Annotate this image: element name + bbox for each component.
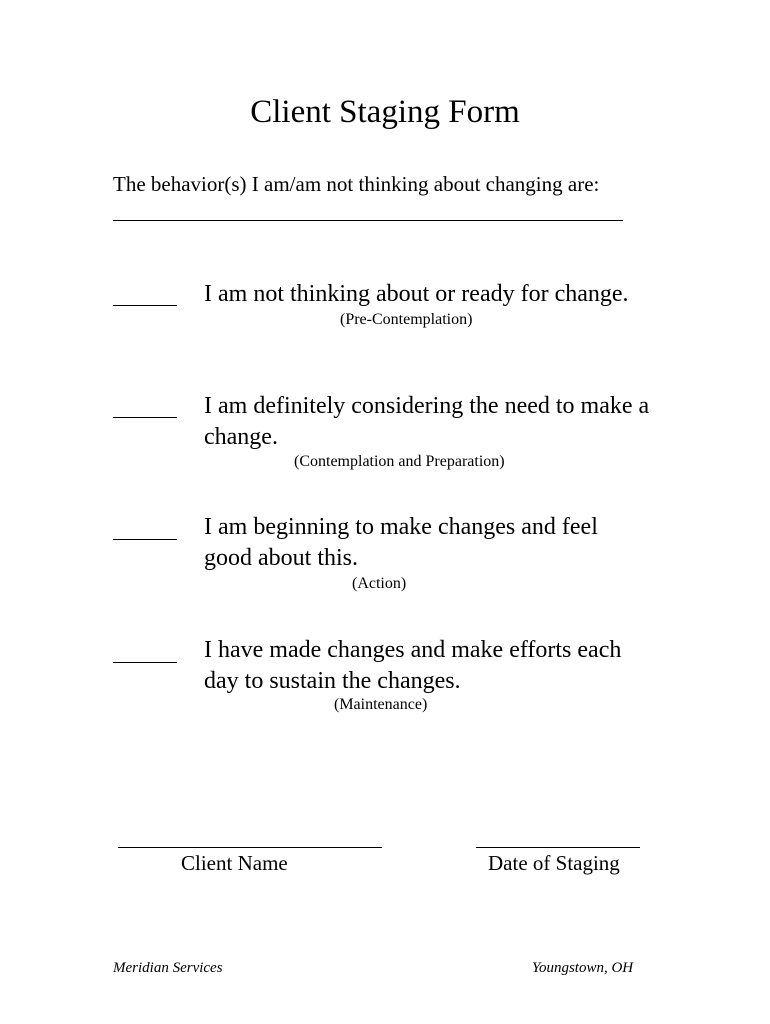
stage-statement: I am definitely considering the need to make a change. xyxy=(204,393,650,450)
behavior-prompt: The behavior(s) I am/am not thinking about changing are: xyxy=(113,172,600,196)
client-name-label: Client Name xyxy=(181,851,288,875)
stage-label: (Pre-Contemplation) xyxy=(340,311,473,328)
date-of-staging-label: Date of Staging xyxy=(488,851,620,875)
stage-label: (Action) xyxy=(352,575,407,592)
footer-organization: Meridian Services xyxy=(113,960,223,976)
stage-statement: I am beginning to make changes and feel good about this. xyxy=(204,514,598,571)
behavior-input-line[interactable] xyxy=(113,220,623,221)
footer-location: Youngstown, OH xyxy=(532,960,634,976)
page-title: Client Staging Form xyxy=(250,94,520,130)
stage-check-blank[interactable] xyxy=(113,305,177,306)
stage-check-blank[interactable] xyxy=(113,539,177,540)
stage-statement: I have made changes and make efforts each day to sustain the changes. xyxy=(204,637,622,694)
date-of-staging-line[interactable] xyxy=(476,847,640,848)
client-name-line[interactable] xyxy=(118,847,382,848)
stage-statement: I am not thinking about or ready for change. xyxy=(204,281,629,307)
stage-check-blank[interactable] xyxy=(113,417,177,418)
stage-label: (Contemplation and Preparation) xyxy=(294,453,505,470)
stage-check-blank[interactable] xyxy=(113,662,177,663)
stage-label: (Maintenance) xyxy=(334,696,428,713)
